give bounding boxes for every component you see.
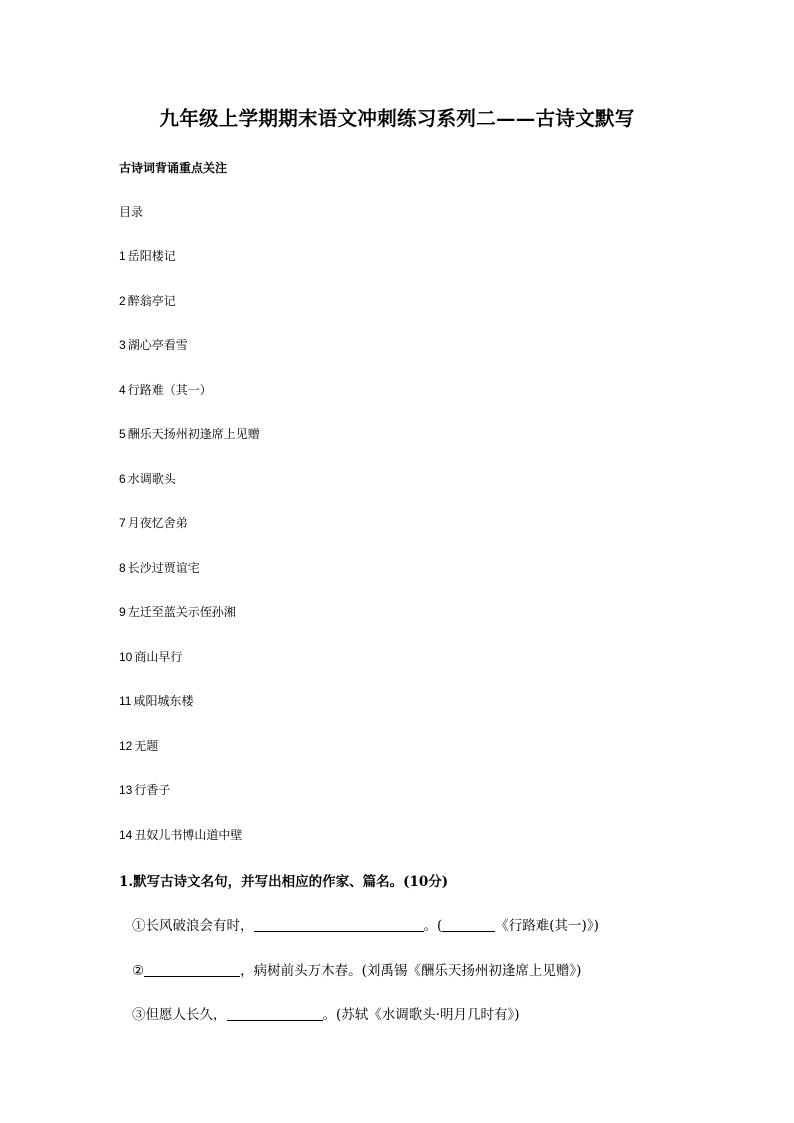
toc-item-number: 10 — [119, 649, 133, 664]
question-text: ② — [132, 963, 145, 979]
toc-item-text: 酬乐天扬州初逢席上见赠 — [127, 427, 260, 441]
answer-blank[interactable] — [227, 1006, 323, 1021]
question-text: 《行路难(其一)》) — [495, 918, 599, 934]
toc-item — [119, 693, 260, 738]
toc-item — [119, 649, 260, 694]
toc-item-text: 丑奴儿书博山道中壁 — [134, 827, 243, 842]
toc-item — [119, 515, 260, 560]
question-text: ①长风破浪会有时， — [132, 918, 254, 934]
toc-item-number: 8 — [119, 560, 126, 575]
toc-label: 目录 — [119, 205, 144, 219]
question-text: 。(苏轼《水调歌头·明月几时有》) — [322, 1007, 520, 1023]
toc-item-text: 醉翁亭记 — [127, 293, 176, 308]
toc-item — [119, 248, 260, 293]
answer-blank[interactable] — [144, 962, 240, 977]
toc-item-number: 6 — [119, 471, 126, 486]
question-heading: 1.默写古诗文名句，并写出相应的作家、篇名。(10分) — [119, 874, 449, 890]
question-text: 。( — [423, 918, 443, 934]
question-item — [132, 914, 599, 934]
toc-item — [119, 382, 260, 427]
toc-item — [119, 738, 260, 783]
question-item — [132, 959, 581, 979]
toc-item-number: 11 — [119, 694, 132, 708]
toc-item-text: 湖心亭看雪 — [127, 338, 188, 352]
table-of-contents — [119, 248, 260, 871]
toc-item-number: 3 — [119, 338, 126, 352]
toc-item-number: 9 — [119, 605, 126, 619]
toc-item-text: 左迁至蓝关示侄孙湘 — [127, 605, 236, 619]
toc-item-number: 2 — [119, 293, 126, 308]
toc-item-text: 月夜忆舍弟 — [127, 516, 188, 530]
answer-blank[interactable] — [442, 917, 495, 932]
toc-item — [119, 560, 260, 605]
document-title: 九年级上学期期末语文冲刺练习系列二——古诗文默写 — [159, 107, 635, 130]
toc-item-text: 行路难（其一） — [127, 382, 212, 397]
toc-item-number: 14 — [119, 827, 133, 842]
question-text: ，病树前头万木春。(刘禹锡《酬乐天扬州初逢席上见赠》) — [240, 963, 582, 979]
toc-item-number: 5 — [119, 427, 126, 441]
toc-item-number: 7 — [119, 516, 126, 530]
toc-item — [119, 604, 260, 649]
toc-item-number: 1 — [119, 249, 126, 263]
toc-item — [119, 337, 260, 382]
toc-item-text: 长沙过贾谊宅 — [127, 560, 200, 575]
toc-item-number: 12 — [119, 738, 133, 753]
toc-item — [119, 426, 260, 471]
toc-item — [119, 827, 260, 872]
toc-item-number: 13 — [119, 783, 133, 797]
answer-blank[interactable] — [254, 917, 424, 932]
toc-item — [119, 471, 260, 516]
toc-item — [119, 782, 260, 827]
toc-item-text: 岳阳楼记 — [127, 249, 176, 263]
toc-item-text: 行香子 — [134, 783, 171, 797]
toc-item-text: 商山早行 — [134, 649, 183, 664]
toc-item-text: 无题 — [134, 738, 159, 753]
section-subheading: 古诗词背诵重点关注 — [119, 161, 228, 175]
toc-item-number: 4 — [119, 382, 126, 397]
toc-item-text: 咸阳城东楼 — [133, 694, 194, 708]
toc-item — [119, 293, 260, 338]
question-item — [132, 1003, 520, 1023]
question-text: ③但愿人长久， — [132, 1007, 227, 1023]
toc-item-text: 水调歌头 — [127, 471, 176, 486]
